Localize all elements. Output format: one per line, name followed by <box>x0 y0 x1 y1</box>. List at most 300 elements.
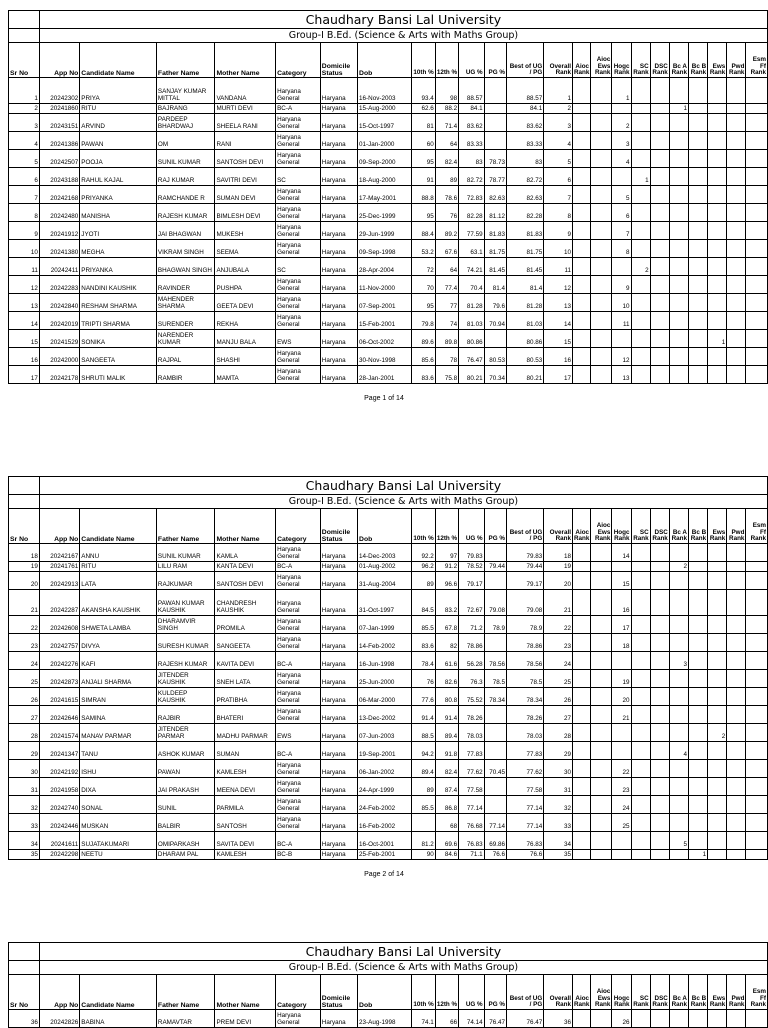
cell-dob: 16-Oct-2001 <box>358 832 412 850</box>
cell-mother-name: SHASHI <box>215 348 276 366</box>
cell-best-of-ug-pg: 76.6 <box>507 850 544 860</box>
cell-dsc-rank <box>650 670 669 688</box>
cell-dob: 06-Mar-2000 <box>358 688 412 706</box>
cell-aioc-ews-rank <box>591 760 612 778</box>
cell-category: Haryana General <box>276 348 321 366</box>
cell-sc-rank <box>631 544 650 562</box>
cell-aioc-ews-rank <box>591 778 612 796</box>
cell-app-no: 20242826 <box>39 1010 79 1028</box>
cell-father-name: JAI PRAKASH <box>156 778 215 796</box>
cell-domicile-status: Haryana <box>320 562 357 572</box>
cell-candidate-name: ISHU <box>80 760 157 778</box>
cell-aioc-ews-rank <box>591 186 612 204</box>
col-header-tenth-pct: 10th % <box>412 975 435 1010</box>
cell-mother-name: CHANDRESH KAUSHIK <box>215 590 276 616</box>
cell-category: Haryana General <box>276 186 321 204</box>
table-row <box>9 240 768 258</box>
cell-mother-name: MEENA DEVI <box>215 778 276 796</box>
cell-mother-name: VANDANA <box>215 78 276 104</box>
cell-aioc-ews-rank <box>591 634 612 652</box>
cell-dob: 24-Apr-1999 <box>358 778 412 796</box>
cell-bc-b-rank <box>688 366 707 384</box>
cell-app-no: 20242168 <box>39 186 79 204</box>
table-row <box>9 258 768 276</box>
blank-cell <box>9 495 40 509</box>
cell-candidate-name: LATA <box>80 572 157 590</box>
col-header-domicile-status: Domicile Status <box>320 43 357 78</box>
blank-cell <box>9 29 40 43</box>
cell-candidate-name: SHWETA LAMBA <box>80 616 157 634</box>
cell-hogc-rank <box>612 850 631 860</box>
cell-sc-rank <box>631 132 650 150</box>
cell-sr-no: 11 <box>9 258 40 276</box>
cell-hogc-rank: 9 <box>612 276 631 294</box>
cell-overall-rank: 36 <box>544 1010 573 1028</box>
cell-category: SC <box>276 258 321 276</box>
cell-mother-name: KAVITA DEVI <box>215 652 276 670</box>
cell-overall-rank: 32 <box>544 796 573 814</box>
cell-aioc-rank <box>572 832 590 850</box>
cell-pg-pct: 81.12 <box>484 204 506 222</box>
cell-esm-ff-rank <box>746 348 768 366</box>
cell-father-name: DHARAM PAL <box>156 850 215 860</box>
table-row <box>9 778 768 796</box>
cell-ug-pct: 77.62 <box>459 760 485 778</box>
cell-app-no: 20241574 <box>39 724 79 742</box>
cell-aioc-ews-rank <box>591 850 612 860</box>
cell-best-of-ug-pg: 83 <box>507 150 544 168</box>
cell-sc-rank <box>631 706 650 724</box>
cell-mother-name: KAMLESH <box>215 760 276 778</box>
cell-hogc-rank: 10 <box>612 294 631 312</box>
cell-overall-rank: 31 <box>544 778 573 796</box>
cell-app-no: 20242276 <box>39 652 79 670</box>
cell-tenth-pct: 85.5 <box>412 796 435 814</box>
cell-aioc-ews-rank <box>591 652 612 670</box>
cell-father-name: KULDEEP KAUSHIK <box>156 688 215 706</box>
col-header-dob: Dob <box>358 509 412 544</box>
cell-aioc-rank <box>572 652 590 670</box>
cell-dob: 07-Jun-2003 <box>358 724 412 742</box>
cell-esm-ff-rank <box>746 294 768 312</box>
cell-bc-a-rank <box>669 796 688 814</box>
cell-category: Haryana General <box>276 204 321 222</box>
cell-esm-ff-rank <box>746 204 768 222</box>
cell-category: Haryana General <box>276 760 321 778</box>
cell-dsc-rank <box>650 240 669 258</box>
col-header-esm-ff-rank: Esm Ff Rank <box>746 975 768 1010</box>
cell-pg-pct <box>484 104 506 114</box>
cell-bc-a-rank <box>669 572 688 590</box>
cell-dsc-rank <box>650 366 669 384</box>
cell-category: Haryana General <box>276 634 321 652</box>
cell-aioc-rank <box>572 742 590 760</box>
cell-sc-rank <box>631 634 650 652</box>
cell-dob: 13-Dec-2002 <box>358 706 412 724</box>
cell-ews-rank <box>708 258 727 276</box>
cell-aioc-ews-rank <box>591 724 612 742</box>
cell-candidate-name: TRIPTI SHARMA <box>80 312 157 330</box>
cell-overall-rank: 29 <box>544 742 573 760</box>
cell-best-of-ug-pg: 79.44 <box>507 562 544 572</box>
cell-sc-rank <box>631 1010 650 1028</box>
cell-bc-b-rank <box>688 832 707 850</box>
cell-bc-a-rank <box>669 778 688 796</box>
cell-hogc-rank: 6 <box>612 204 631 222</box>
cell-father-name: RAJESH KUMAR <box>156 204 215 222</box>
cell-ews-rank <box>708 652 727 670</box>
cell-aioc-rank <box>572 312 590 330</box>
cell-sr-no: 8 <box>9 204 40 222</box>
cell-best-of-ug-pg: 83.33 <box>507 132 544 150</box>
cell-mother-name: BIMLESH DEVI <box>215 204 276 222</box>
cell-pwd-rank <box>727 590 746 616</box>
cell-aioc-rank <box>572 850 590 860</box>
cell-pg-pct <box>484 330 506 348</box>
cell-hogc-rank: 11 <box>612 312 631 330</box>
cell-ews-rank <box>708 778 727 796</box>
cell-pg-pct: 77.14 <box>484 814 506 832</box>
cell-app-no: 20242480 <box>39 204 79 222</box>
col-header-bc-a-rank: Bc A Rank <box>669 43 688 78</box>
cell-best-of-ug-pg: 81.03 <box>507 312 544 330</box>
cell-twelfth-pct: 67.8 <box>435 616 458 634</box>
cell-dsc-rank <box>650 778 669 796</box>
cell-ug-pct: 79.17 <box>459 572 485 590</box>
cell-category: Haryana General <box>276 240 321 258</box>
cell-dob: 16-Jun-1998 <box>358 652 412 670</box>
cell-overall-rank: 14 <box>544 312 573 330</box>
cell-best-of-ug-pg: 78.9 <box>507 616 544 634</box>
cell-best-of-ug-pg: 81.4 <box>507 276 544 294</box>
cell-tenth-pct: 89 <box>412 778 435 796</box>
cell-father-name: SUNIL KUMAR <box>156 150 215 168</box>
cell-twelfth-pct: 82.4 <box>435 760 458 778</box>
cell-pg-pct: 80.53 <box>484 348 506 366</box>
cell-overall-rank: 33 <box>544 814 573 832</box>
cell-sr-no: 29 <box>9 742 40 760</box>
cell-bc-b-rank <box>688 222 707 240</box>
cell-pwd-rank <box>727 312 746 330</box>
cell-aioc-ews-rank <box>591 742 612 760</box>
cell-category: Haryana General <box>276 706 321 724</box>
cell-sc-rank <box>631 150 650 168</box>
cell-mother-name: GEETA DEVI <box>215 294 276 312</box>
col-header-father-name: Father Name <box>156 509 215 544</box>
col-header-app-no: App No <box>39 509 79 544</box>
cell-category: BC-A <box>276 652 321 670</box>
cell-bc-a-rank <box>669 688 688 706</box>
cell-esm-ff-rank <box>746 276 768 294</box>
cell-app-no: 20242283 <box>39 276 79 294</box>
col-header-dob: Dob <box>358 43 412 78</box>
cell-aioc-rank <box>572 366 590 384</box>
cell-dsc-rank <box>650 616 669 634</box>
cell-best-of-ug-pg: 83.62 <box>507 114 544 132</box>
cell-candidate-name: KAFI <box>80 652 157 670</box>
cell-sr-no: 2 <box>9 104 40 114</box>
cell-twelfth-pct: 88.2 <box>435 104 458 114</box>
cell-aioc-ews-rank <box>591 222 612 240</box>
cell-hogc-rank: 17 <box>612 616 631 634</box>
col-header-overall-rank: Overall Rank <box>544 975 573 1010</box>
cell-sr-no: 1 <box>9 78 40 104</box>
cell-best-of-ug-pg: 77.14 <box>507 796 544 814</box>
cell-pwd-rank <box>727 222 746 240</box>
cell-esm-ff-rank <box>746 114 768 132</box>
cell-dob: 17-May-2001 <box>358 186 412 204</box>
cell-pg-pct: 78.77 <box>484 168 506 186</box>
cell-bc-a-rank <box>669 78 688 104</box>
cell-bc-a-rank <box>669 294 688 312</box>
cell-father-name: RAJPAL <box>156 348 215 366</box>
cell-aioc-rank <box>572 348 590 366</box>
cell-overall-rank: 16 <box>544 348 573 366</box>
cell-pwd-rank <box>727 778 746 796</box>
cell-hogc-rank: 15 <box>612 572 631 590</box>
col-header-dsc-rank: DSC Rank <box>650 43 669 78</box>
cell-hogc-rank: 7 <box>612 222 631 240</box>
cell-ews-rank <box>708 150 727 168</box>
cell-dsc-rank <box>650 832 669 850</box>
cell-aioc-ews-rank <box>591 312 612 330</box>
table-row <box>9 150 768 168</box>
cell-app-no: 20242167 <box>39 544 79 562</box>
cell-twelfth-pct: 71.4 <box>435 114 458 132</box>
cell-tenth-pct: 72 <box>412 258 435 276</box>
cell-aioc-rank <box>572 778 590 796</box>
cell-candidate-name: PRIYANKA <box>80 258 157 276</box>
cell-bc-a-rank <box>669 366 688 384</box>
cell-sr-no: 26 <box>9 688 40 706</box>
cell-bc-a-rank <box>669 706 688 724</box>
cell-pwd-rank <box>727 366 746 384</box>
cell-bc-b-rank <box>688 796 707 814</box>
cell-aioc-rank <box>572 616 590 634</box>
cell-ews-rank <box>708 78 727 104</box>
cell-sc-rank <box>631 366 650 384</box>
cell-ug-pct: 76.47 <box>459 348 485 366</box>
table-row <box>9 186 768 204</box>
cell-esm-ff-rank <box>746 742 768 760</box>
cell-overall-rank: 23 <box>544 634 573 652</box>
cell-overall-rank: 28 <box>544 724 573 742</box>
cell-domicile-status: Haryana <box>320 114 357 132</box>
cell-ug-pct: 80.86 <box>459 330 485 348</box>
col-header-sr-no: Sr No <box>9 975 40 1010</box>
cell-candidate-name: TANU <box>80 742 157 760</box>
cell-dob: 06-Jan-2002 <box>358 760 412 778</box>
col-header-best-of-ug-pg: Best of UG / PG <box>507 43 544 78</box>
col-header-ews-rank: Ews Rank <box>708 43 727 78</box>
cell-app-no: 20242873 <box>39 670 79 688</box>
cell-ews-rank <box>708 688 727 706</box>
cell-app-no: 20241958 <box>39 778 79 796</box>
cell-bc-b-rank <box>688 78 707 104</box>
cell-father-name: MAHENDER SHARMA <box>156 294 215 312</box>
cell-bc-b-rank <box>688 276 707 294</box>
cell-dsc-rank <box>650 294 669 312</box>
cell-tenth-pct: 93.4 <box>412 78 435 104</box>
cell-mother-name: SUMAN DEVI <box>215 186 276 204</box>
cell-pg-pct <box>484 724 506 742</box>
cell-ews-rank <box>708 706 727 724</box>
cell-esm-ff-rank <box>746 616 768 634</box>
cell-esm-ff-rank <box>746 670 768 688</box>
cell-overall-rank: 2 <box>544 104 573 114</box>
col-header-esm-ff-rank: Esm Ff Rank <box>746 43 768 78</box>
cell-ews-rank <box>708 616 727 634</box>
table-row <box>9 634 768 652</box>
cell-candidate-name: RITU <box>80 562 157 572</box>
cell-bc-b-rank <box>688 294 707 312</box>
cell-aioc-ews-rank <box>591 132 612 150</box>
col-header-candidate-name: Candidate Name <box>80 975 157 1010</box>
col-header-aioc-rank: Aioc Rank <box>572 975 590 1010</box>
cell-overall-rank: 11 <box>544 258 573 276</box>
cell-pg-pct <box>484 572 506 590</box>
cell-hogc-rank <box>612 104 631 114</box>
header-row <box>9 975 768 1010</box>
cell-sr-no: 36 <box>9 1010 40 1028</box>
blank-cell <box>9 477 40 495</box>
cell-overall-rank: 27 <box>544 706 573 724</box>
cell-domicile-status: Haryana <box>320 78 357 104</box>
cell-father-name: RAMAVTAR <box>156 1010 215 1028</box>
cell-pwd-rank <box>727 814 746 832</box>
cell-father-name: PAWAN KUMAR KAUSHIK <box>156 590 215 616</box>
cell-category: Haryana General <box>276 276 321 294</box>
cell-aioc-ews-rank <box>591 544 612 562</box>
cell-sr-no: 6 <box>9 168 40 186</box>
cell-candidate-name: SONIKA <box>80 330 157 348</box>
cell-aioc-ews-rank <box>591 104 612 114</box>
cell-bc-a-rank <box>669 114 688 132</box>
cell-overall-rank: 12 <box>544 276 573 294</box>
cell-hogc-rank: 24 <box>612 796 631 814</box>
cell-category: Haryana General <box>276 78 321 104</box>
cell-sc-rank <box>631 724 650 742</box>
cell-best-of-ug-pg: 80.86 <box>507 330 544 348</box>
col-header-father-name: Father Name <box>156 975 215 1010</box>
cell-pwd-rank <box>727 652 746 670</box>
cell-dsc-rank <box>650 590 669 616</box>
cell-ug-pct: 63.1 <box>459 240 485 258</box>
cell-esm-ff-rank <box>746 150 768 168</box>
cell-ug-pct: 56.28 <box>459 652 485 670</box>
cell-app-no: 20242646 <box>39 706 79 724</box>
col-header-ug-pct: UG % <box>459 975 485 1010</box>
cell-twelfth-pct: 89.4 <box>435 724 458 742</box>
cell-overall-rank: 8 <box>544 204 573 222</box>
cell-hogc-rank <box>612 652 631 670</box>
cell-tenth-pct: 88.8 <box>412 186 435 204</box>
cell-pwd-rank <box>727 330 746 348</box>
table-row <box>9 168 768 186</box>
cell-category: Haryana General <box>276 670 321 688</box>
cell-mother-name: PARMILA <box>215 796 276 814</box>
cell-hogc-rank: 12 <box>612 348 631 366</box>
cell-esm-ff-rank <box>746 562 768 572</box>
cell-ug-pct: 77.58 <box>459 778 485 796</box>
cell-sc-rank <box>631 590 650 616</box>
cell-candidate-name: ARVIND <box>80 114 157 132</box>
cell-ug-pct: 76.3 <box>459 670 485 688</box>
cell-ug-pct: 72.67 <box>459 590 485 616</box>
cell-bc-a-rank: 2 <box>669 562 688 572</box>
col-header-pg-pct: PG % <box>484 975 506 1010</box>
table-row <box>9 366 768 384</box>
cell-dob: 14-Feb-2002 <box>358 634 412 652</box>
cell-sr-no: 27 <box>9 706 40 724</box>
cell-dsc-rank <box>650 572 669 590</box>
cell-pwd-rank <box>727 688 746 706</box>
header-row <box>9 43 768 78</box>
cell-twelfth-pct: 67.6 <box>435 240 458 258</box>
cell-ews-rank <box>708 742 727 760</box>
cell-aioc-ews-rank <box>591 294 612 312</box>
cell-twelfth-pct: 82.6 <box>435 670 458 688</box>
cell-sc-rank <box>631 562 650 572</box>
cell-ews-rank <box>708 760 727 778</box>
cell-bc-b-rank <box>688 742 707 760</box>
cell-dsc-rank <box>650 652 669 670</box>
col-header-category: Category <box>276 975 321 1010</box>
cell-bc-a-rank <box>669 724 688 742</box>
cell-domicile-status: Haryana <box>320 104 357 114</box>
cell-father-name: RAJKUMAR <box>156 572 215 590</box>
cell-dsc-rank <box>650 814 669 832</box>
cell-sc-rank <box>631 796 650 814</box>
cell-best-of-ug-pg: 79.83 <box>507 544 544 562</box>
cell-dsc-rank <box>650 688 669 706</box>
table-row <box>9 832 768 850</box>
cell-aioc-ews-rank <box>591 366 612 384</box>
cell-pg-pct: 70.94 <box>484 312 506 330</box>
cell-pg-pct: 70.34 <box>484 366 506 384</box>
cell-ug-pct: 84.1 <box>459 104 485 114</box>
cell-candidate-name: PRIYANKA <box>80 186 157 204</box>
cell-twelfth-pct: 82 <box>435 634 458 652</box>
cell-candidate-name: NEETU <box>80 850 157 860</box>
table-row <box>9 706 768 724</box>
cell-sr-no: 15 <box>9 330 40 348</box>
table-row <box>9 652 768 670</box>
cell-mother-name: REKHA <box>215 312 276 330</box>
cell-hogc-rank: 26 <box>612 1010 631 1028</box>
cell-aioc-ews-rank <box>591 590 612 616</box>
merit-table <box>8 476 768 860</box>
cell-ews-rank <box>708 132 727 150</box>
cell-overall-rank: 5 <box>544 150 573 168</box>
cell-category: BC-A <box>276 562 321 572</box>
cell-aioc-ews-rank <box>591 168 612 186</box>
cell-father-name: LILU RAM <box>156 562 215 572</box>
cell-father-name: SANJAY KUMAR MITTAL <box>156 78 215 104</box>
cell-hogc-rank: 13 <box>612 366 631 384</box>
cell-bc-a-rank <box>669 168 688 186</box>
cell-sc-rank <box>631 850 650 860</box>
cell-bc-b-rank <box>688 330 707 348</box>
cell-tenth-pct: 83.6 <box>412 634 435 652</box>
col-header-app-no: App No <box>39 43 79 78</box>
cell-overall-rank: 4 <box>544 132 573 150</box>
cell-ews-rank <box>708 240 727 258</box>
cell-app-no: 20241386 <box>39 132 79 150</box>
cell-mother-name: SANTOSH DEVI <box>215 150 276 168</box>
cell-ews-rank <box>708 348 727 366</box>
cell-candidate-name: MANAV PARMAR <box>80 724 157 742</box>
